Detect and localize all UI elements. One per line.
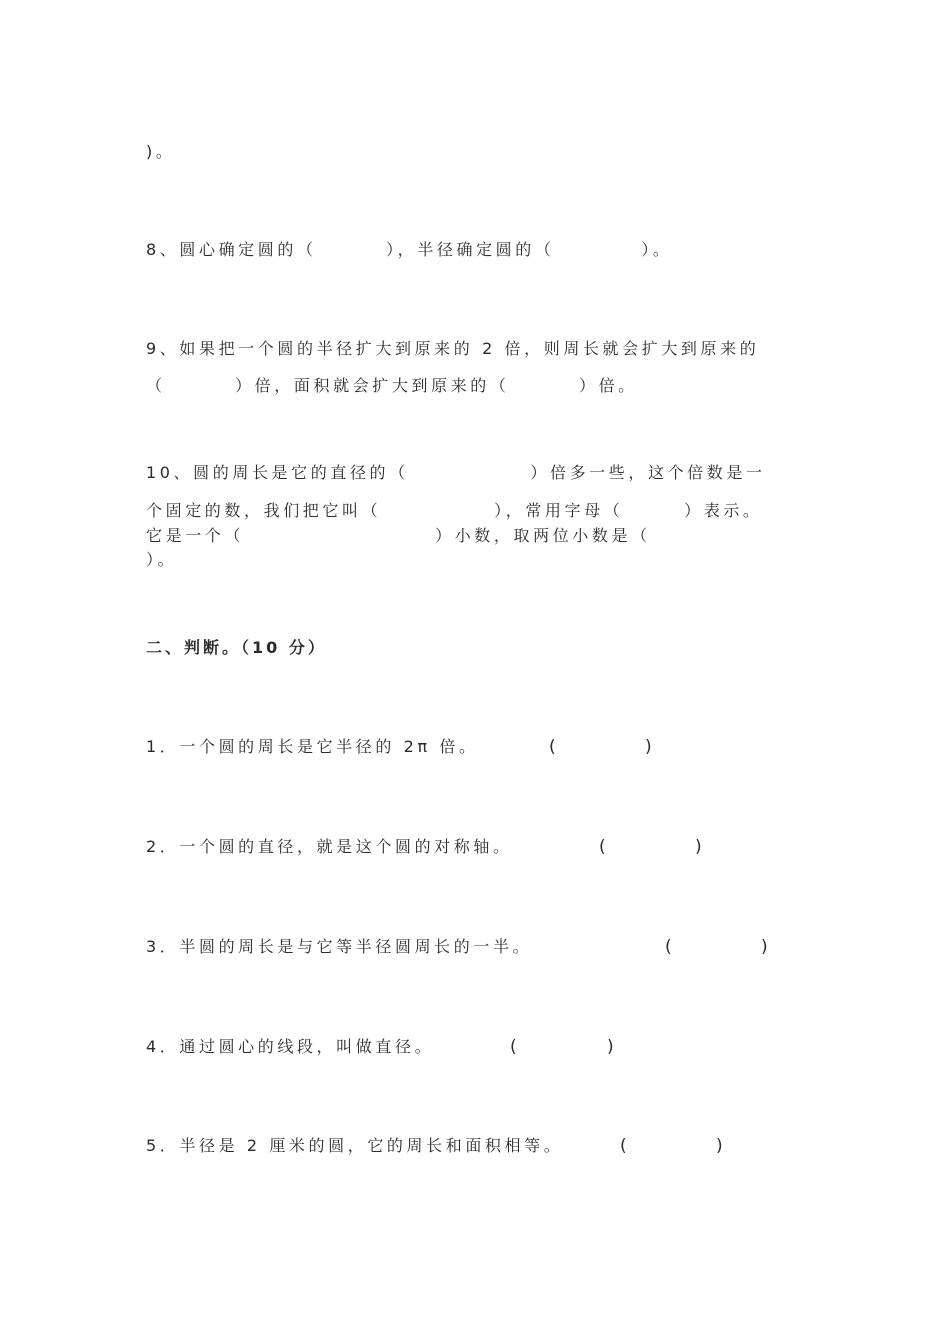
answer-open-paren: ( [599, 837, 606, 857]
answer-close-paren: ) [761, 937, 768, 957]
answer-close-paren: ) [607, 1037, 614, 1057]
answer-close-paren: ) [695, 837, 702, 857]
judgement-item-text: 3．半圆的周长是与它等半径圆周长的一半。 [146, 937, 533, 956]
judgement-item-text: 5．半径是 2 厘米的圆，它的周长和面积相等。 [146, 1136, 564, 1155]
judgement-item-text: 2．一个圆的直径，就是这个圆的对称轴。 [146, 837, 513, 856]
question-10-line-3: 它是一个（ ）小数，取两位小数是（ [146, 526, 651, 545]
answer-open-paren: ( [549, 737, 556, 757]
judgement-item-text: 1．一个圆的周长是它半径的 2π 倍。 [146, 737, 479, 756]
answer-open-paren: ( [665, 937, 672, 957]
q7-tail: )。 [146, 142, 176, 161]
answer-open-paren: ( [510, 1037, 517, 1057]
judgement-item-text: 4．通过圆心的线段，叫做直径。 [146, 1037, 435, 1056]
question-9-line-1: 9、如果把一个圆的半径扩大到原来的 2 倍，则周长就会扩大到原来的 [146, 339, 760, 358]
question-10-line-4: ）。 [146, 550, 178, 569]
question-10-line-1: 10、圆的周长是它的直径的（ ）倍多一些，这个倍数是一 [146, 463, 766, 482]
answer-close-paren: ) [645, 737, 652, 757]
section-2-heading: 二、判断。（10 分） [146, 638, 327, 657]
question-10-line-2: 个固定的数，我们把它叫（ ），常用字母（ ）表示。 [146, 501, 763, 520]
answer-open-paren: ( [620, 1136, 627, 1156]
question-8: 8、圆心确定圆的（ ），半径确定圆的（ ）。 [146, 240, 673, 259]
question-9-line-2: （ ）倍，面积就会扩大到原来的（ ）倍。 [146, 376, 638, 395]
answer-close-paren: ) [716, 1136, 723, 1156]
